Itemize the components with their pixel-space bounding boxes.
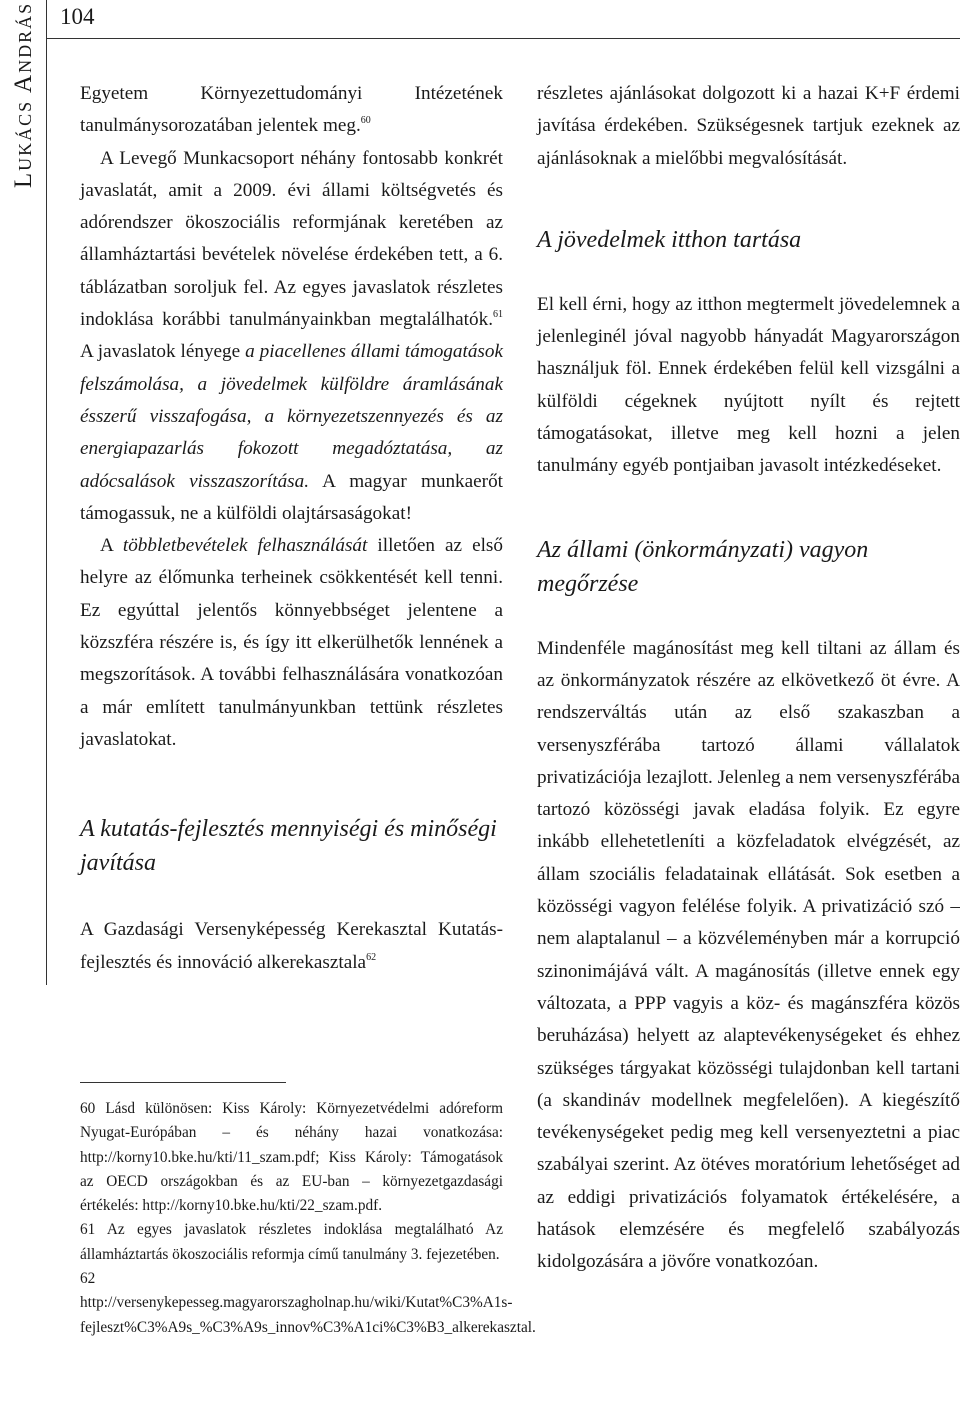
footnote-ref-61: 61	[493, 309, 503, 321]
vertical-rule	[46, 0, 47, 985]
paragraph-2: A Levegő Munkacsoport néhány fontosabb konkrét javaslatát, amit a 2009. évi állami költségvetés és adórendszer ökoszociális reformjának keretében az államháztartási bevételek növelése érdekében tett, a 6. táblázatban soroljuk fel. Az egyes javaslatok részletes indoklása korábbi tanulmányainkban megtalálhatók.$^{61}$ A javaslatok lényege a piacellenes állami támogatások felszámolása, a jövedelmek külföldre áramlásának ésszerű visszafogása, a környezetszennyezés és az energiapazarlás fokozott megadóztatása, az adócsalások visszaszorítása. A magyar munkaerőt támogassuk, ne a külföldi olajtársaságokat!	[80, 147, 504, 524]
emphasis-text: a piacellenes állami támogatások felszámolása, a jövedelmek külföldre áramlásának ésszerű visszafogása, a környezetszennyezés és az energiapazarlás fokozott megadóztatása, az adócsalások visszaszorítása.	[80, 341, 503, 492]
left-column	[80, 78, 503, 979]
footnotes	[80, 1097, 536, 1340]
footnote-60: 60 Lásd különösen: Kiss Károly: Környezetvédelmi adóreform Nyugat-Európában – és néhány hazai vonatkozása: http://korny10.bke.hu/kti/11_szam.pdf; Kiss Károly: Támogatások az OECD országokban és az EU-ban – környezetgazdasági értékelés: http://korny10.bke.hu/kti/22_szam.pdf.	[80, 1100, 503, 1215]
paragraph-1: Egyetem Környezettudományi Intézetének tanulmánysorozatában jelentek meg.$^{60}$	[80, 83, 503, 137]
paragraph-public-assets: Mindenféle magánosítást meg kell tiltani az állam és az önkormányzatok részére az elkövetkező öt évre. A rendszerváltás után az első szakaszban a versenyszférába tartozó állami vállalatok privatizációja lezajlott. Jelenleg a nem versenyszférába tartozó közösségi javak eladása folyik. Ez egyre inkább ellehetetleníti a közfeladatok elvégzését, az állam szociális feladatainak ellátását. Sok esetben a közösségi vagyon felélése folyik. A privatizáció szó – nem alaptalanul – a közvéleményben már a korrupció szinonimájává vált. A magánosítás (illetve ennek egy változata, a PPP vagyis a köz- és magánszféra közös beruházása) helyett az alaptevékenységeket és ehhez szükséges tárgyakat közösségi tulajdonban kell tartani (a skandináv modellnek megfelelően). A kiegészítő tevékenységeket pedig meg kell versenyeztetni a piac szabályai szerint. Az ötéves moratórium lehetőséget ad az eddigi privatizációs folyamatok értékelésére, a hatások elemzésére és megfelelő szabályozás kidolgozására a jövőre vonatkozóan.	[537, 637, 960, 1273]
section-heading-public-assets: Az állami (önkormányzati) vagyon megőrzése	[537, 536, 869, 597]
section-heading-rnd: A kutatás-fejlesztés mennyiségi és minőségi javítása	[80, 816, 497, 877]
footnote-rule	[80, 1082, 286, 1083]
paragraph-continued: részletes ajánlásokat dolgozott ki a hazai K+F érdemi javítása érdekében. Szükségesnek tartjuk ezeknek az ajánlásoknak a mielőbbi megvalósítását.	[537, 83, 960, 169]
page-number: 104	[60, 4, 95, 29]
header-rule	[46, 38, 960, 39]
right-column	[537, 78, 960, 1279]
running-author-name: Lukács András	[10, 1, 38, 189]
paragraph-3: A többletbevételek felhasználását illetően az első helyre az élőmunka terheinek csökkentését kell tenni. Ez egyúttal jelentős könnyebbséget jelentene a közszféra részére is, és így itt elkerülhetők lennének a megszorítások. A további felhasználására vonatkozóan a már említett tanulmányunkban tettünk részletes javaslatokat.	[80, 535, 503, 750]
footnote-ref-60: 60	[360, 115, 371, 127]
section-heading-income: A jövedelmek itthon tartása	[537, 226, 802, 253]
paragraph-income: El kell érni, hogy az itthon megtermelt jövedelemnek a jelenleginél jóval nagyobb hányadát Magyarországon használjuk föl. Ennek érdekében felül kell vizsgálni a külföldi cégeknek nyújtott nyílt és rejtett támogatásokat, illetve meg kell hozni a jelen tanulmány egyéb pontjaiban javasolt intézkedéseket.	[537, 293, 960, 477]
paragraph-4: A Gazdasági Versenyképesség Kerekasztal Kutatás-fejlesztés és innováció alkerekasztala$^{62}$	[80, 919, 503, 973]
emphasis-text: többletbevételek felhasználását	[122, 535, 368, 557]
footnote-61: 61 Az egyes javaslatok részletes indoklása megtalálható Az államháztartás ökoszociális reformja című tanulmány 3. fejezetében.	[80, 1221, 503, 1263]
footnote-ref-62: 62	[366, 951, 377, 963]
footnote-62: 62 http://versenykepesseg.magyarorszagholnap.hu/wiki/Kutat%C3%A1s-fejleszt%C3%A9s_%C3%A9s_innov%C3%A1ci%C3%B3_alkerekasztal.	[80, 1270, 536, 1336]
